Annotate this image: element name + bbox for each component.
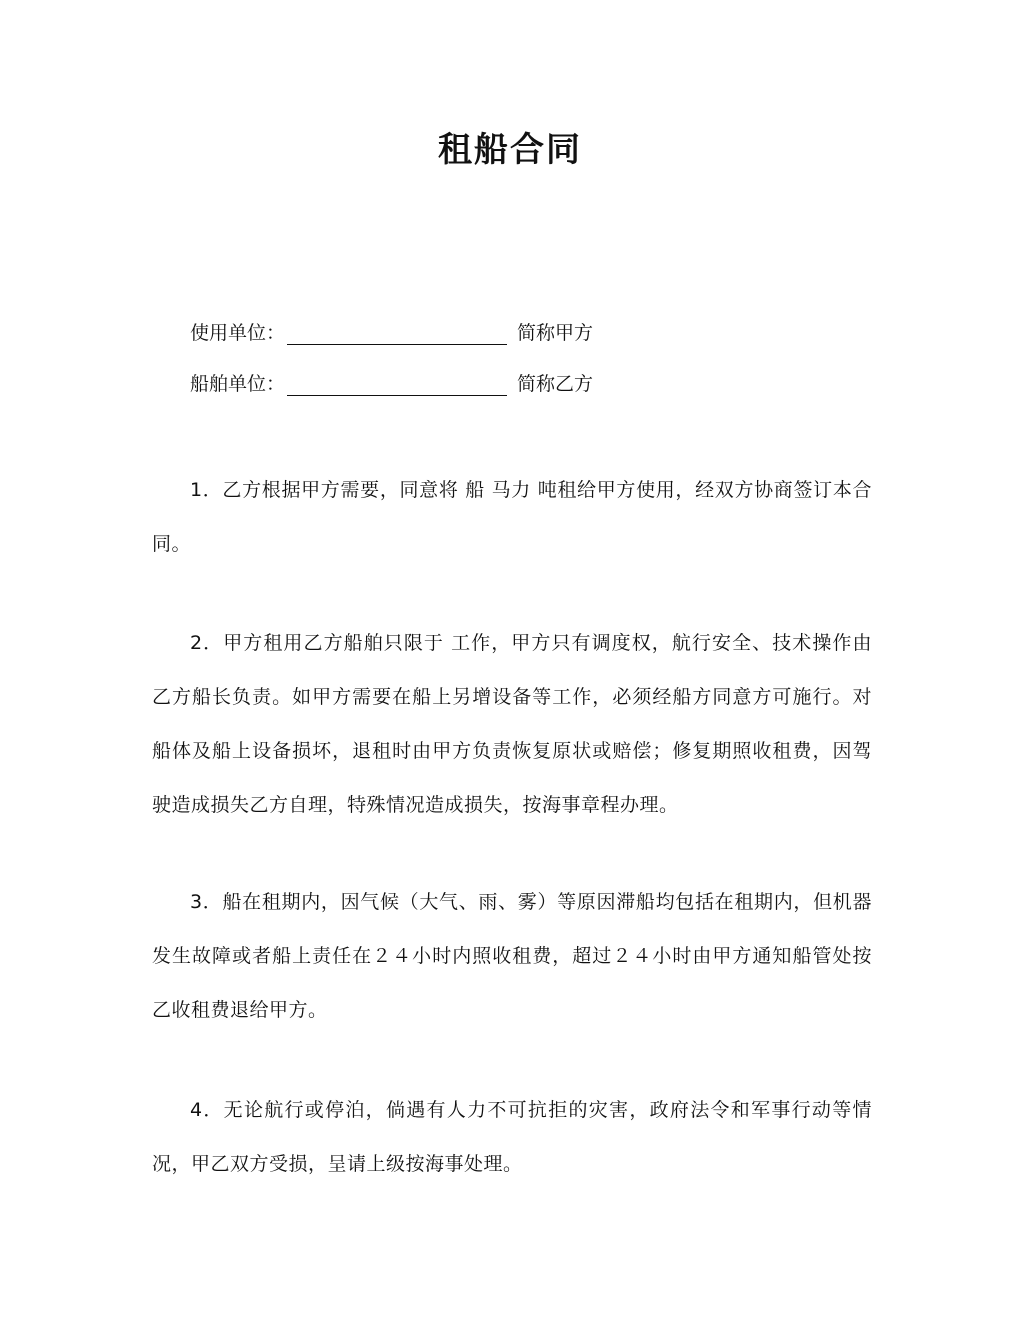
clause-4: 4．无论航行或停泊，倘遇有人力不可抗拒的灾害，政府法令和军事行动等情况，甲乙双方受损，呈请上级按海事处理。 (152, 1099, 872, 1175)
document-title: 租船合同 (438, 130, 582, 170)
party-a-blank-field[interactable] (287, 324, 507, 345)
clause-3: 3．船在租期内，因气候（大气、雨、雾）等原因滞船均包括在租期内，但机器发生故障或者船上责任在２４小时内照收租费，超过２４小时由甲方通知船管处按乙收租费退给甲方。 (152, 891, 872, 1021)
party-b-blank-field[interactable] (287, 375, 507, 396)
clause-1: 1．乙方根据甲方需要，同意将 船 马力 吨租给甲方使用，经双方协商签订本合同。 (152, 479, 872, 555)
party-b-label: 船舶单位： (190, 373, 286, 395)
party-line-user (190, 318, 593, 348)
clause-2: 2．甲方租用乙方船舶只限于 工作，甲方只有调度权，航行安全、技术操作由乙方船长负责。如甲方需要在船上另增设备等工作，必须经船方同意方可施行。对船体及船上设备损坏，退租时由甲方负责恢复原状或赔偿；修复期照收租费，因驾驶造成损失乙方自理，特殊情况造成损失，按海事章程办理。 (152, 632, 872, 816)
party-b-short-name: 简称乙方 (517, 373, 594, 395)
party-a-label: 使用单位： (190, 322, 286, 344)
party-line-ship (190, 369, 593, 399)
party-a-short-name: 简称甲方 (517, 322, 594, 344)
